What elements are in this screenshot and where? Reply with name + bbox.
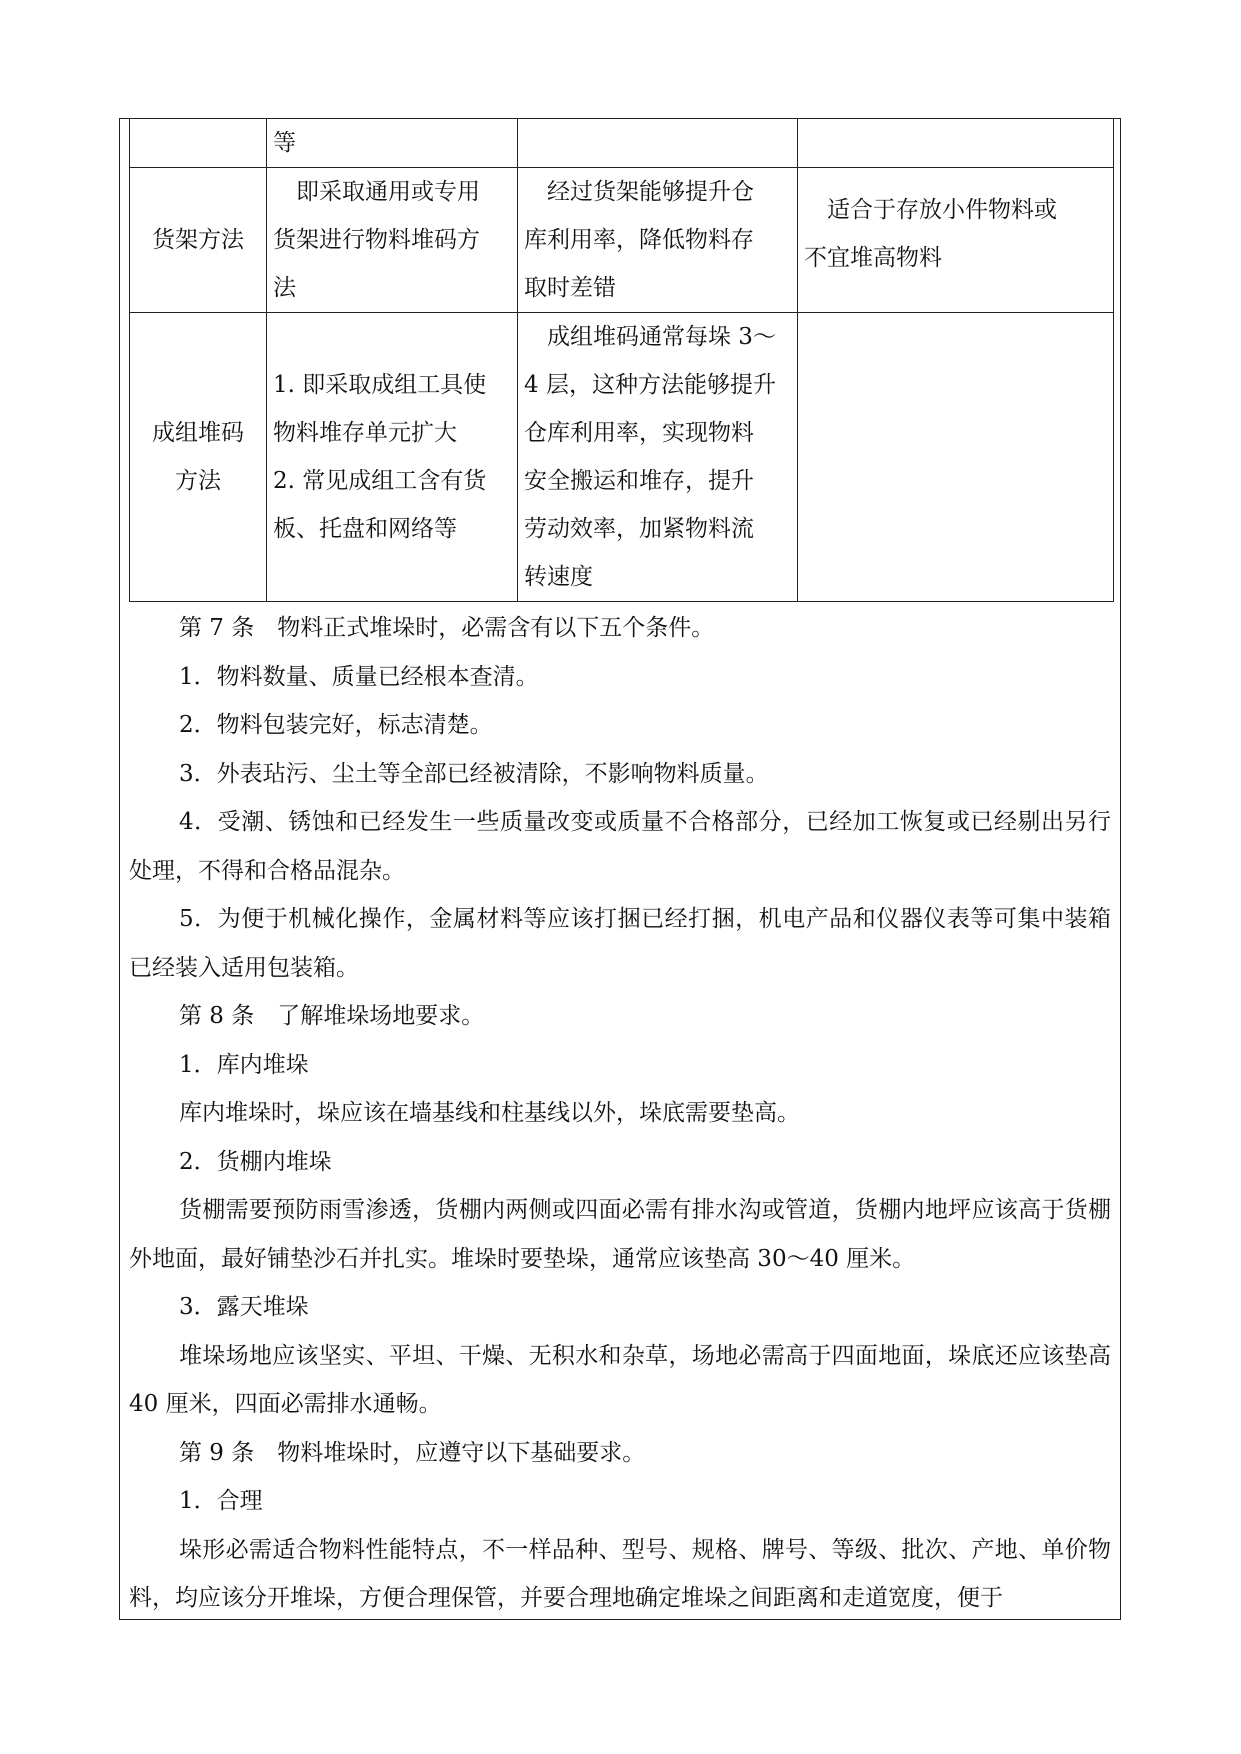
effect-cell-line: 取时差错 (524, 275, 616, 301)
effect-cell (518, 313, 798, 602)
description-cell-line: 货架进行物料堆码方 (273, 227, 480, 253)
method-cell (130, 119, 267, 168)
paragraph: 1．物料数量、质量已经根本查清。 (179, 663, 539, 690)
scope-cell (798, 119, 1114, 168)
effect-cell-line: 转速度 (524, 564, 593, 590)
effect-cell-line: 仓库利用率，实现物料 (524, 420, 754, 446)
effect-cell-line: 经过货架能够提升仓 (524, 179, 754, 205)
method-cell-line: 货架方法 (152, 227, 244, 253)
paragraph: 5．为便于机械化操作，金属材料等应该打捆已经打捆，机电产品和仪器仪表等可集中装箱已经装入适用包装箱。 (129, 906, 1111, 981)
description-cell-line: 2. 常见成组工含有货 (273, 468, 487, 494)
scope-cell-line: 不宜堆高物料 (804, 245, 942, 271)
description-cell-line: 板、托盘和网络等 (273, 516, 457, 542)
description-cell (267, 119, 518, 168)
description-cell-line: 等 (273, 130, 296, 156)
description-cell-line: 即采取通用或专用 (273, 179, 480, 205)
description-cell (267, 168, 518, 313)
scope-cell-line: 适合于存放小件物料或 (804, 197, 1057, 223)
paragraph: 货棚需要预防雨雪渗透，货棚内两侧或四面必需有排水沟或管道，货棚内地坪应该高于货棚外地面，最好铺垫沙石并扎实。堆垛时要垫垛，通常应该垫高 30～40 厘米。 (129, 1197, 1111, 1272)
effect-cell-line: 安全搬运和堆存，提升 (524, 468, 754, 494)
paragraph: 第 7 条 物料正式堆垛时，必需含有以下五个条件。 (179, 615, 715, 641)
paragraph: 堆垛场地应该坚实、平坦、干燥、无积水和杂草，场地必需高于四面地面，垛底还应该垫高 40 厘米，四面必需排水通畅。 (129, 1342, 1111, 1417)
description-cell-line: 法 (273, 275, 296, 301)
effect-cell-line: 成组堆码通常每垛 3～ (524, 324, 776, 350)
paragraph: 2．物料包装完好，标志清楚。 (179, 712, 493, 738)
scope-cell (798, 313, 1114, 602)
table-row (130, 119, 1114, 168)
method-cell (130, 168, 267, 313)
paragraph: 1．合理 (179, 1488, 263, 1514)
effect-cell-line: 库利用率，降低物料存 (524, 227, 754, 253)
paragraph: 第 8 条 了解堆垛场地要求。 (179, 1003, 485, 1029)
paragraph: 垛形必需适合物料性能特点，不一样品种、型号、规格、牌号、等级、批次、产地、单价物料，均应该分开堆垛，方便合理保管，并要合理地确定堆垛之间距离和走道宽度，便于 (129, 1536, 1111, 1611)
effect-cell (518, 168, 798, 313)
paragraph: 库内堆垛时，垛应该在墙基线和柱基线以外，垛底需要垫高。 (179, 1100, 800, 1126)
paragraph: 2．货棚内堆垛 (179, 1148, 332, 1175)
description-cell-line: 物料堆存单元扩大 (273, 420, 457, 446)
paragraph: 3．外表玷污、尘土等全部已经被清除，不影响物料质量。 (179, 760, 769, 787)
method-cell (130, 313, 267, 602)
method-cell-line: 方法 (175, 468, 221, 494)
scope-cell (798, 168, 1114, 313)
method-cell-line: 成组堆码 (152, 420, 244, 446)
description-cell-line: 1. 即采取成组工具使 (273, 372, 487, 398)
paragraph: 4．受潮、锈蚀和已经发生一些质量改变或质量不合格部分，已经加工恢复或已经剔出另行处理，不得和合格品混杂。 (129, 809, 1111, 884)
paragraph: 1．库内堆垛 (179, 1051, 309, 1078)
effect-cell-line: 4 层，这种方法能够提升 (524, 372, 776, 398)
body-text (129, 604, 1111, 1623)
table-row (130, 313, 1114, 602)
paragraph: 3．露天堆垛 (179, 1294, 309, 1320)
effect-cell-line: 劳动效率，加紧物料流 (524, 516, 754, 542)
stacking-methods-table (129, 118, 1114, 602)
paragraph: 第 9 条 物料堆垛时，应遵守以下基础要求。 (179, 1439, 646, 1466)
table-row (130, 168, 1114, 313)
effect-cell (518, 119, 798, 168)
description-cell (267, 313, 518, 602)
